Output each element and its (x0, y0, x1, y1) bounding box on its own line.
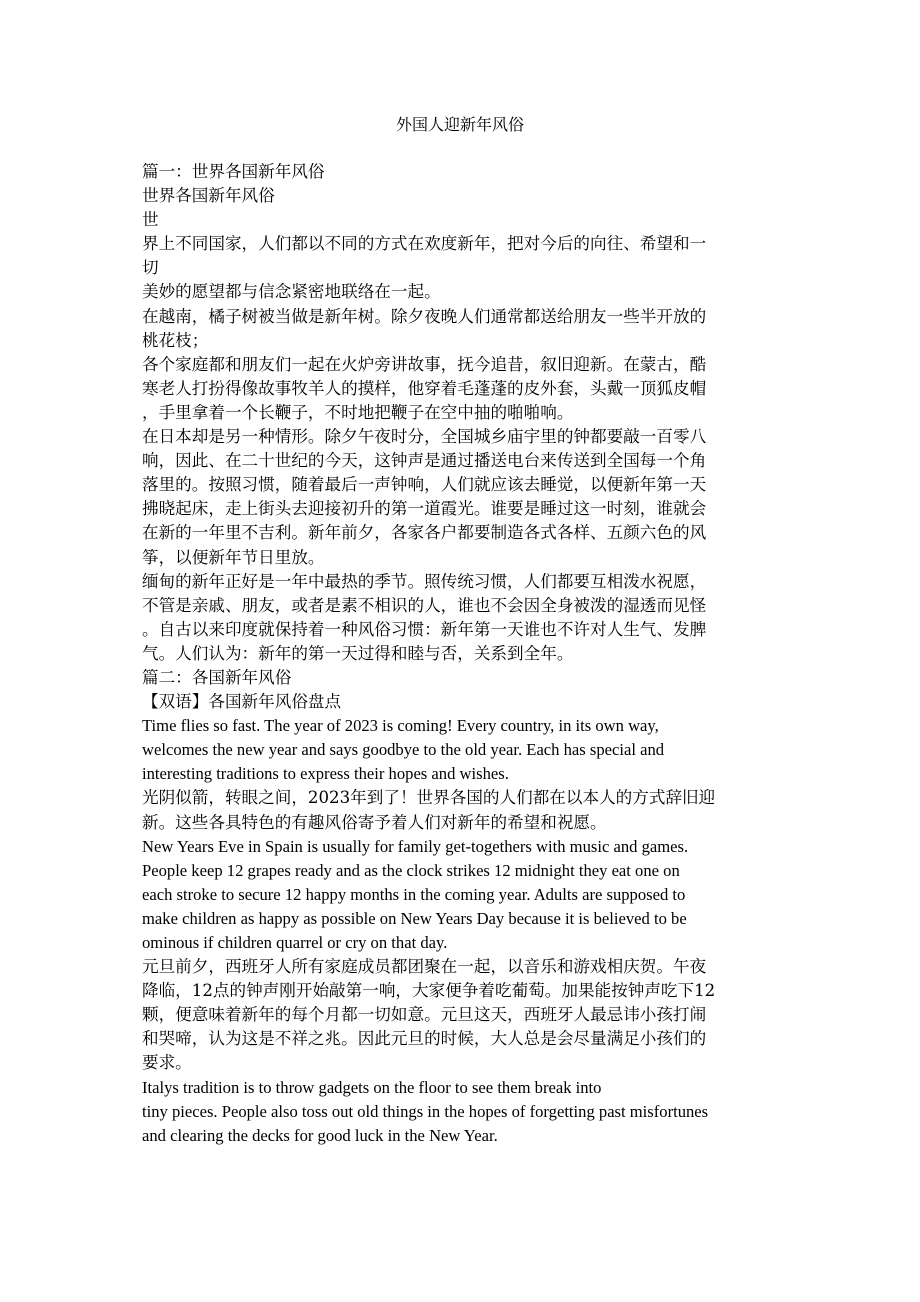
text-line: 缅甸的新年正好是一年中最热的季节。照传统习惯，人们都要互相泼水祝愿， (142, 571, 707, 591)
text-line: 拂晓起床，走上街头去迎接初升的第一道霞光。谁要是睡过这一时刻，谁就会 (142, 499, 707, 519)
text-line: 切 (142, 258, 159, 278)
section-heading: 篇一：世界各国新年风俗 (142, 162, 325, 181)
text-line: 气。人们认为：新年的第一天过得和睦与否，关系到全年。 (142, 643, 574, 663)
text-line: 在越南，橘子树被当做是新年树。除夕夜晚人们通常都送给朋友一些半开放的 (142, 306, 707, 326)
english-line: welcomes the new year and says goodbye to the old year. Each has special and (142, 740, 665, 760)
text-line: 元旦前夕，西班牙人所有家庭成员都团聚在一起，以音乐和游戏相庆贺。午夜 (142, 957, 707, 977)
document-body (142, 160, 782, 1148)
english-line: each stroke to secure 12 happy months in the coming year. Adults are supposed to (142, 884, 686, 904)
text-line: 在新的一年里不吉利。新年前夕，各家各户都要制造各式各样、五颜六色的风 (142, 523, 707, 543)
text-line: 在日本却是另一种情形。除夕午夜时分，全国城乡庙宇里的钟都要敲一百零八 (142, 427, 707, 447)
english-line: New Years Eve in Spain is usually for family get-togethers with music and games. (142, 836, 689, 856)
text-line: 颗，便意味着新年的每个月都一切如意。元旦这天，西班牙人最忌讳小孩打闹 (142, 1005, 707, 1025)
text-line: 筝，以便新年节日里放。 (142, 547, 325, 567)
text-line: ，手里拿着一个长鞭子，不时地把鞭子在空中抽的啪啪响。 (142, 402, 574, 422)
text-line: 响，因此、在二十世纪的今天，这钟声是通过播送电台来传送到全国每一个角 (142, 451, 707, 471)
text-line: 降临，12点的钟声刚开始敲第一响，大家便争着吃葡萄。加果能按钟声吃下12 (142, 981, 716, 1001)
english-line: Italys tradition is to throw gadgets on the floor to see them break into (142, 1077, 602, 1097)
english-line: ominous if children quarrel or cry on that day. (142, 933, 448, 952)
text-line: 桃花枝； (142, 330, 209, 350)
english-line: interesting traditions to express their hopes and wishes. (142, 764, 509, 784)
text-line: 寒老人打扮得像故事牧羊人的摸样，他穿着毛蓬蓬的皮外套，头戴一顶狐皮帽 (142, 378, 707, 398)
text-line: 不管是亲戚、朋友，或者是素不相识的人，谁也不会因全身被泼的湿透而见怪 (142, 595, 707, 615)
text-line: 和哭啼，认为这是不祥之兆。因此元旦的时候，大人总是会尽量满足小孩们的 (142, 1029, 707, 1049)
english-line: make children as happy as possible on New Years Day because it is believed to be (142, 908, 687, 928)
english-line: tiny pieces. People also toss out old things in the hopes of forgetting past misfortunes (142, 1101, 709, 1121)
english-line: Time flies so fast. The year of 2023 is coming! Every country, in its own way, (142, 716, 659, 736)
subheading: 世界各国新年风俗 (142, 186, 275, 206)
english-line: and clearing the decks for good luck in the New Year. (142, 1125, 498, 1145)
text-line: 新。这些各具特色的有趣风俗寄予着人们对新年的希望和祝愿。 (142, 812, 607, 832)
text-line: 美妙的愿望都与信念紧密地联络在一起。 (142, 282, 441, 302)
text-line: 落里的。按照习惯，随着最后一声钟响，人们就应该去睡觉，以便新年第一天 (142, 475, 707, 495)
text-line: 世 (142, 210, 159, 230)
subheading: 【双语】各国新年风俗盘点 (142, 692, 342, 712)
text-line: 各个家庭都和朋友们一起在火炉旁讲故事，抚今追昔，叙旧迎新。在蒙古，酷 (142, 354, 707, 374)
text-line: 光阴似箭，转眼之间，2023年到了！世界各国的人们都在以本人的方式辞旧迎 (142, 788, 716, 808)
section-heading: 篇二：各国新年风俗 (142, 667, 292, 687)
english-line: People keep 12 grapes ready and as the clock strikes 12 midnight they eat one on (142, 860, 680, 880)
document-title: 外国人迎新年风俗 (395, 115, 524, 134)
text-line: 。自古以来印度就保持着一种风俗习惯：新年第一天谁也不许对人生气、发脾 (142, 619, 707, 639)
text-line: 界上不同国家，人们都以不同的方式在欢度新年，把对今后的向往、希望和一 (142, 234, 707, 254)
text-line: 要求。 (142, 1053, 192, 1073)
